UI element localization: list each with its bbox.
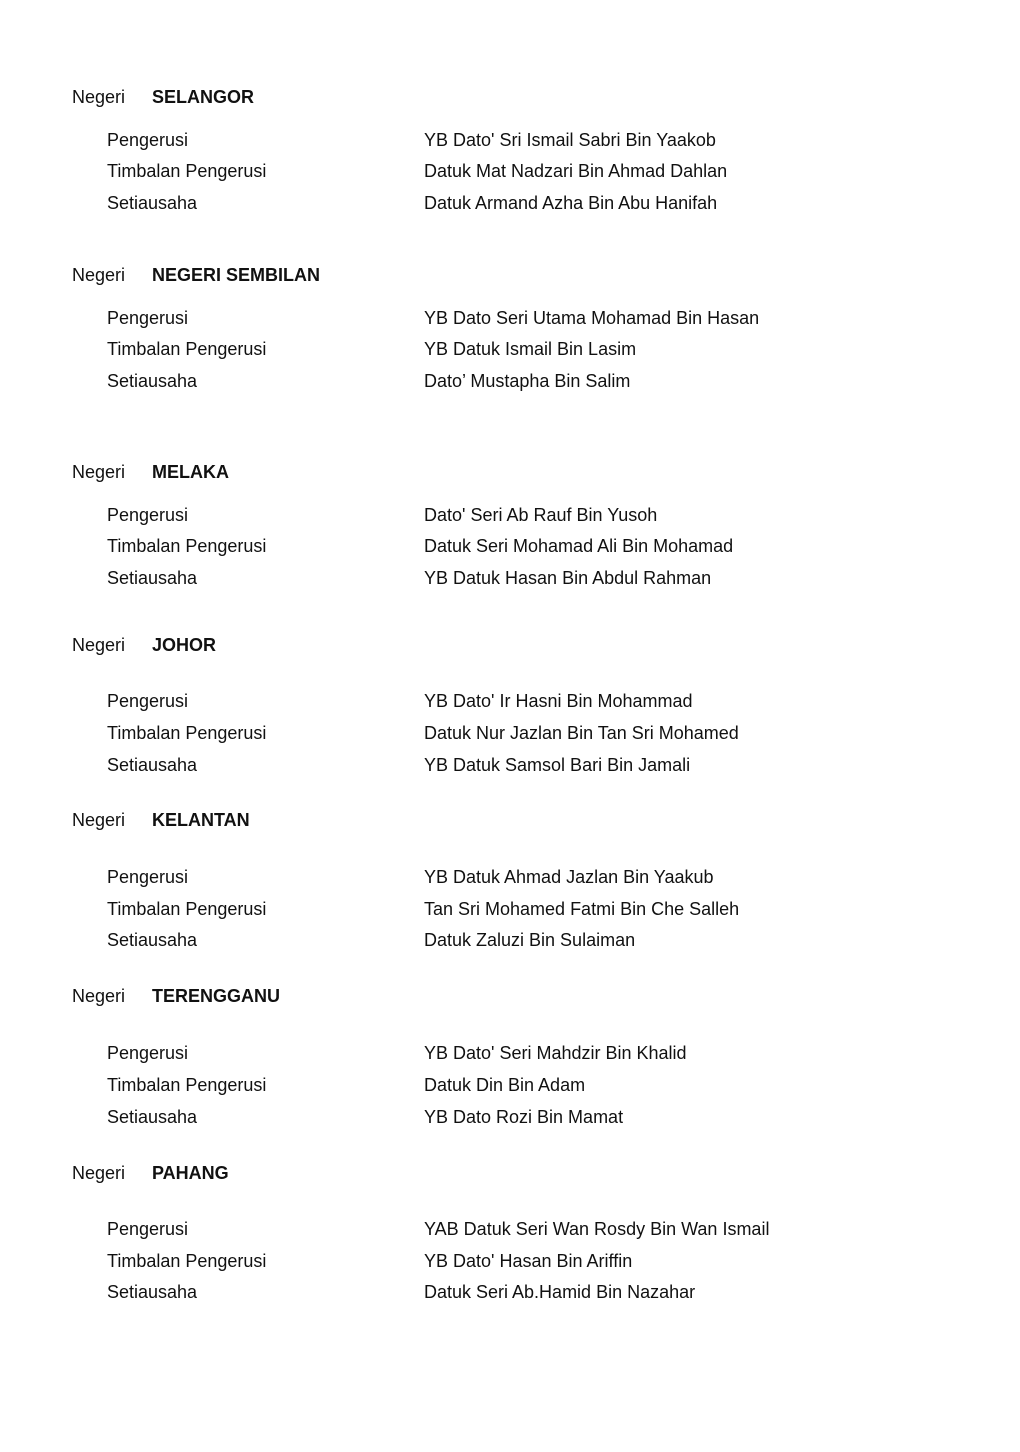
negeri-label: Negeri xyxy=(72,1163,126,1183)
deputy-row xyxy=(0,1249,1020,1273)
state-heading xyxy=(72,461,229,483)
role-label-chair: Pengerusi xyxy=(107,505,189,525)
role-label-secretary: Setiausaha xyxy=(107,193,198,213)
chair-name: YB Dato' Sri Ismail Sabri Bin Yaakob xyxy=(424,130,716,150)
role-label-deputy: Timbalan Pengerusi xyxy=(107,161,267,181)
deputy-name: Datuk Din Bin Adam xyxy=(424,1075,586,1095)
secretary-name: YB Datuk Samsol Bari Bin Jamali xyxy=(424,755,691,775)
deputy-row xyxy=(0,1073,1020,1097)
chair-row xyxy=(0,1217,1020,1241)
state-name: KELANTAN xyxy=(152,810,250,830)
chair-row xyxy=(0,306,1020,330)
chair-row xyxy=(0,865,1020,889)
secretary-row xyxy=(0,753,1020,777)
secretary-row xyxy=(0,928,1020,952)
chair-name: YB Dato' Ir Hasni Bin Mohammad xyxy=(424,691,693,711)
chair-row xyxy=(0,503,1020,527)
negeri-label: Negeri xyxy=(72,810,126,830)
negeri-label: Negeri xyxy=(72,265,126,285)
state-name: JOHOR xyxy=(152,635,217,655)
role-label-deputy: Timbalan Pengerusi xyxy=(107,1075,267,1095)
secretary-row xyxy=(0,191,1020,215)
deputy-row xyxy=(0,721,1020,745)
state-name: MELAKA xyxy=(152,462,229,482)
deputy-name: Datuk Nur Jazlan Bin Tan Sri Mohamed xyxy=(424,723,739,743)
secretary-name: Datuk Seri Ab.Hamid Bin Nazahar xyxy=(424,1282,696,1302)
role-label-deputy: Timbalan Pengerusi xyxy=(107,536,267,556)
negeri-label: Negeri xyxy=(72,462,126,482)
secretary-row xyxy=(0,1280,1020,1304)
state-heading xyxy=(72,264,320,286)
role-label-deputy: Timbalan Pengerusi xyxy=(107,723,267,743)
deputy-row xyxy=(0,534,1020,558)
secretary-name: YB Dato Rozi Bin Mamat xyxy=(424,1107,624,1127)
role-label-chair: Pengerusi xyxy=(107,691,189,711)
state-name: SELANGOR xyxy=(152,87,255,107)
deputy-row xyxy=(0,159,1020,183)
role-label-chair: Pengerusi xyxy=(107,867,189,887)
deputy-name: YB Dato' Hasan Bin Ariffin xyxy=(424,1251,633,1271)
state-heading xyxy=(72,809,250,831)
deputy-name: Datuk Mat Nadzari Bin Ahmad Dahlan xyxy=(424,161,728,181)
deputy-row xyxy=(0,337,1020,361)
secretary-name: Datuk Armand Azha Bin Abu Hanifah xyxy=(424,193,718,213)
state-heading xyxy=(72,1162,229,1184)
state-heading xyxy=(72,86,254,108)
role-label-chair: Pengerusi xyxy=(107,130,189,150)
chair-row xyxy=(0,689,1020,713)
role-label-chair: Pengerusi xyxy=(107,1043,189,1063)
secretary-row xyxy=(0,369,1020,393)
secretary-row xyxy=(0,566,1020,590)
role-label-deputy: Timbalan Pengerusi xyxy=(107,339,267,359)
role-label-secretary: Setiausaha xyxy=(107,1282,198,1302)
chair-name: YB Dato Seri Utama Mohamad Bin Hasan xyxy=(424,308,760,328)
role-label-secretary: Setiausaha xyxy=(107,371,198,391)
role-label-chair: Pengerusi xyxy=(107,308,189,328)
chair-name: Dato' Seri Ab Rauf Bin Yusoh xyxy=(424,505,658,525)
state-name: PAHANG xyxy=(152,1163,229,1183)
state-heading xyxy=(72,634,216,656)
role-label-secretary: Setiausaha xyxy=(107,755,198,775)
negeri-label: Negeri xyxy=(72,87,126,107)
secretary-name: YB Datuk Hasan Bin Abdul Rahman xyxy=(424,568,712,588)
deputy-name: Datuk Seri Mohamad Ali Bin Mohamad xyxy=(424,536,734,556)
chair-name: YB Dato' Seri Mahdzir Bin Khalid xyxy=(424,1043,687,1063)
state-name: NEGERI SEMBILAN xyxy=(152,265,321,285)
chair-row xyxy=(0,128,1020,152)
chair-row xyxy=(0,1041,1020,1065)
state-name: TERENGGANU xyxy=(152,986,281,1006)
secretary-name: Dato’ Mustapha Bin Salim xyxy=(424,371,631,391)
role-label-secretary: Setiausaha xyxy=(107,930,198,950)
chair-name: YB Datuk Ahmad Jazlan Bin Yaakub xyxy=(424,867,714,887)
role-label-chair: Pengerusi xyxy=(107,1219,189,1239)
role-label-deputy: Timbalan Pengerusi xyxy=(107,899,267,919)
role-label-secretary: Setiausaha xyxy=(107,1107,198,1127)
deputy-name: Tan Sri Mohamed Fatmi Bin Che Salleh xyxy=(424,899,740,919)
state-heading xyxy=(72,985,280,1007)
secretary-name: Datuk Zaluzi Bin Sulaiman xyxy=(424,930,636,950)
negeri-label: Negeri xyxy=(72,986,126,1006)
deputy-name: YB Datuk Ismail Bin Lasim xyxy=(424,339,637,359)
role-label-secretary: Setiausaha xyxy=(107,568,198,588)
role-label-deputy: Timbalan Pengerusi xyxy=(107,1251,267,1271)
deputy-row xyxy=(0,897,1020,921)
negeri-label: Negeri xyxy=(72,635,126,655)
secretary-row xyxy=(0,1105,1020,1129)
chair-name: YAB Datuk Seri Wan Rosdy Bin Wan Ismail xyxy=(424,1219,770,1239)
